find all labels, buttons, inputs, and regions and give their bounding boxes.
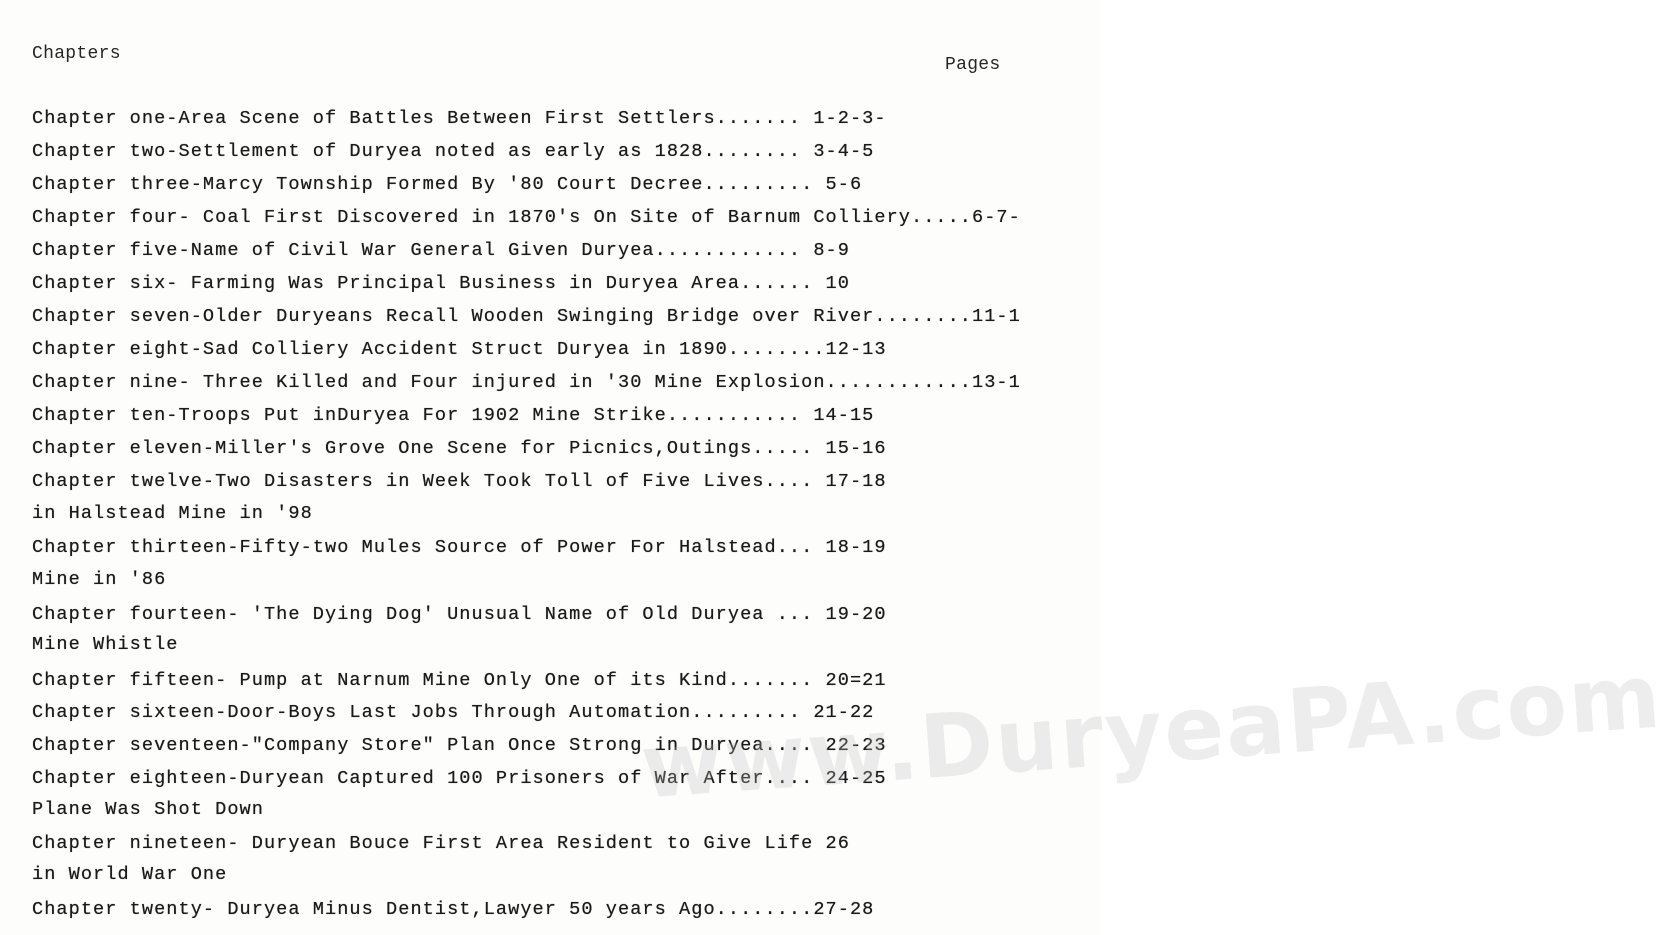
toc-line: Chapter twenty- Duryea Minus Dentist,Lawyer 50 years Ago........27-28 (32, 899, 875, 920)
toc-line: Chapter eleven-Miller's Grove One Scene for Picnics,Outings..... 15-16 (32, 438, 887, 459)
pages-heading: Pages (945, 55, 1001, 75)
toc-line: Chapter ten-Troops Put inDuryea For 1902 Mine Strike........... 14-15 (32, 405, 875, 426)
toc-line: Chapter seventeen-"Company Store" Plan Once Strong in Duryea.... 22-23 (32, 735, 887, 756)
toc-line: Chapter nine- Three Killed and Four injured in '30 Mine Explosion............13-1 (32, 372, 1021, 393)
toc-line: Chapter fifteen- Pump at Narnum Mine Only One of its Kind....... 20=21 (32, 670, 887, 691)
toc-line: Chapter five-Name of Civil War General Given Duryea............ 8-9 (32, 240, 850, 261)
toc-line: Chapter eighteen-Duryean Captured 100 Prisoners of War After.... 24-25 (32, 768, 887, 789)
toc-line: Mine Whistle (32, 634, 179, 655)
toc-line: Chapter fourteen- 'The Dying Dog' Unusual Name of Old Duryea ... 19-20 (32, 604, 887, 625)
toc-line: Chapter two-Settlement of Duryea noted as early as 1828........ 3-4-5 (32, 141, 875, 162)
toc-line: Chapter twelve-Two Disasters in Week Took Toll of Five Lives.... 17-18 (32, 471, 887, 492)
toc-line: Chapter one-Area Scene of Battles Between First Settlers....... 1-2-3- (32, 108, 887, 129)
toc-line: Chapter seven-Older Duryeans Recall Wooden Swinging Bridge over River........11-1 (32, 306, 1021, 327)
toc-line: Chapter nineteen- Duryean Bouce First Area Resident to Give Life 26 (32, 833, 850, 854)
toc-line: Mine in '86 (32, 569, 167, 590)
toc-line: Chapter six- Farming Was Principal Business in Duryea Area...... 10 (32, 273, 850, 294)
toc-line: Chapter eight-Sad Colliery Accident Struct Duryea in 1890........12-13 (32, 339, 887, 360)
watermark: www.DuryeaPA.com (637, 644, 1665, 819)
toc-line: Chapter sixteen-Door-Boys Last Jobs Through Automation......... 21-22 (32, 702, 875, 723)
toc-line: in World War One (32, 864, 228, 885)
toc-line: Chapter three-Marcy Township Formed By '80 Court Decree......... 5-6 (32, 174, 863, 195)
toc-line: in Halstead Mine in '98 (32, 503, 313, 524)
chapters-heading: Chapters (32, 44, 121, 64)
toc-line: Plane Was Shot Down (32, 799, 264, 820)
toc-line: Chapter thirteen-Fifty-two Mules Source of Power For Halstead... 18-19 (32, 537, 887, 558)
toc-line: Chapter four- Coal First Discovered in 1870's On Site of Barnum Colliery.....6-7- (32, 207, 1021, 228)
